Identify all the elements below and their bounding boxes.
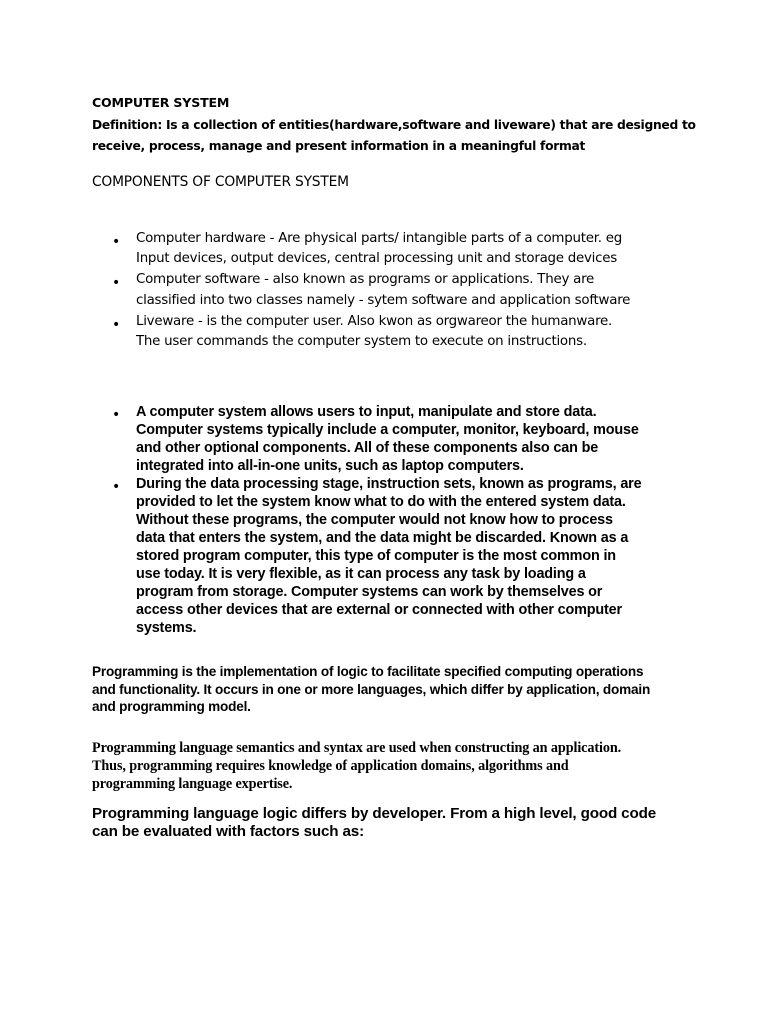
detail-2-line-8: access other devices that are external or connected with other computer xyxy=(136,602,622,618)
programming-paragraph-line-2: and functionality. It occurs in one or more languages, which differ by application, domain xyxy=(92,682,651,697)
logic-paragraph-line-2: can be evaluated with factors such as: xyxy=(92,823,364,840)
semantics-paragraph-line-1: Programming language semantics and syntax are used when constructing an application. xyxy=(92,740,622,756)
bullet-icon: • xyxy=(112,407,121,423)
detail-2-line-6: use today. It is very flexible, as it can process any task by loading a xyxy=(136,566,586,582)
detail-2-line-7: program from storage. Computer systems can work by themselves or xyxy=(136,584,603,600)
definition-line-2: receive, process, manage and present information in a meaningful format xyxy=(92,139,586,153)
component-liveware-line-1: Liveware - is the computer user. Also kwon as orgwareor the humanware. xyxy=(136,314,613,329)
bullet-icon: • xyxy=(112,317,121,333)
bullet-icon: • xyxy=(112,275,121,291)
component-hardware-line-2: Input devices, output devices, central processing unit and storage devices xyxy=(136,251,617,266)
detail-2-line-9: systems. xyxy=(136,620,197,636)
semantics-paragraph-line-3: programming language expertise. xyxy=(92,776,293,792)
document-title: COMPUTER SYSTEM xyxy=(92,95,230,110)
bullet-icon: • xyxy=(112,479,121,495)
detail-2-line-3: Without these programs, the computer would not know how to process xyxy=(136,512,613,528)
detail-2-line-4: data that enters the system, and the data might be discarded. Known as a xyxy=(136,530,629,546)
component-liveware-line-2: The user commands the computer system to execute on instructions. xyxy=(136,334,587,349)
definition-line-1: Definition: Is a collection of entities(hardware,software and liveware) that are designed to xyxy=(92,118,696,132)
component-software-line-1: Computer software - also known as programs or applications. They are xyxy=(136,272,595,287)
detail-1-line-2: Computer systems typically include a computer, monitor, keyboard, mouse xyxy=(136,422,639,438)
detail-2-line-2: provided to let the system know what to do with the entered system data. xyxy=(136,494,626,510)
programming-paragraph-line-1: Programming is the implementation of logic to facilitate specified computing operations xyxy=(92,664,644,679)
bullet-icon: • xyxy=(112,234,121,250)
detail-2-line-1: During the data processing stage, instruction sets, known as programs, are xyxy=(136,476,642,492)
detail-1-line-4: integrated into all-in-one units, such as laptop computers. xyxy=(136,458,524,474)
component-hardware-line-1: Computer hardware - Are physical parts/ intangible parts of a computer. eg xyxy=(136,231,622,246)
component-software-line-2: classified into two classes namely - sytem software and application software xyxy=(136,293,631,308)
detail-2-line-5: stored program computer, this type of computer is the most common in xyxy=(136,548,616,564)
components-heading: COMPONENTS OF COMPUTER SYSTEM xyxy=(92,174,349,190)
detail-1-line-1: A computer system allows users to input, manipulate and store data. xyxy=(136,404,597,420)
detail-1-line-3: and other optional components. All of these components also can be xyxy=(136,440,599,456)
logic-paragraph-line-1: Programming language logic differs by developer. From a high level, good code xyxy=(92,805,656,822)
semantics-paragraph-line-2: Thus, programming requires knowledge of application domains, algorithms and xyxy=(92,758,569,774)
programming-paragraph-line-3: and programming model. xyxy=(92,699,251,714)
